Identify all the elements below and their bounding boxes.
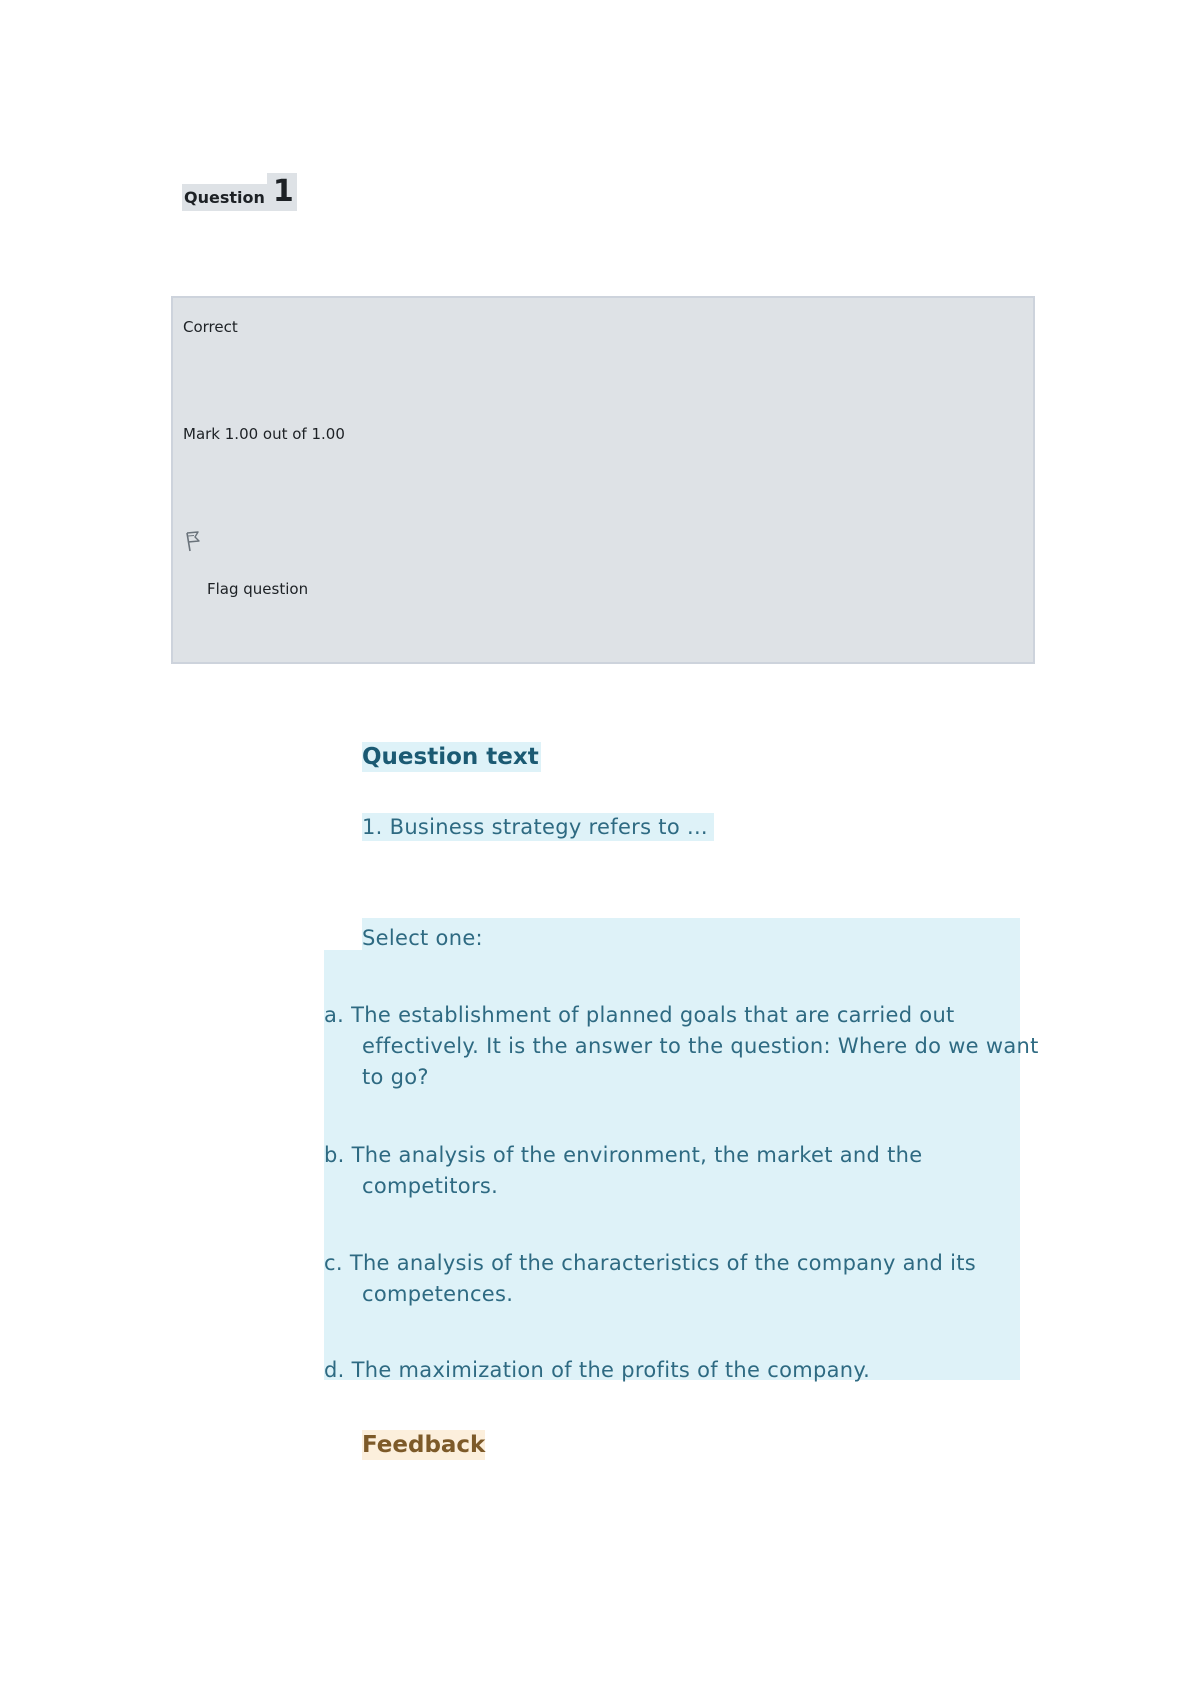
answer-option-d[interactable] (324, 1355, 1042, 1386)
question-state: Correct (183, 318, 238, 336)
option-letter: d. (324, 1358, 345, 1382)
option-text: The establishment of planned goals that are carried out effectively. It is the answer to the question: Where do we want to go? (351, 1003, 1039, 1089)
option-text: The analysis of the characteristics of the company and its competences. (349, 1251, 976, 1306)
question-text-heading: Question text (362, 744, 539, 770)
answer-option-c[interactable] (324, 1248, 1042, 1310)
question-text: 1. Business strategy refers to ... (362, 813, 714, 841)
option-letter: c. (324, 1251, 343, 1275)
question-label: Question (182, 184, 267, 211)
option-letter: b. (324, 1143, 345, 1167)
question-grade: Mark 1.00 out of 1.00 (183, 425, 345, 443)
option-text: The analysis of the environment, the market and the competitors. (351, 1143, 923, 1198)
option-letter: a. (324, 1003, 345, 1027)
flag-question-link[interactable]: Flag question (207, 580, 309, 598)
feedback-heading: Feedback (362, 1432, 486, 1458)
answer-block-cutout (324, 918, 362, 950)
flag-icon[interactable] (183, 530, 203, 552)
question-number: 1 (267, 173, 297, 211)
option-text: The maximization of the profits of the company. (351, 1358, 871, 1382)
answer-option-b[interactable] (324, 1140, 1042, 1202)
question-number-header (182, 173, 297, 211)
select-one-prompt: Select one: (362, 926, 483, 950)
answer-option-a[interactable] (324, 1000, 1042, 1093)
question-info-box (171, 296, 1035, 664)
